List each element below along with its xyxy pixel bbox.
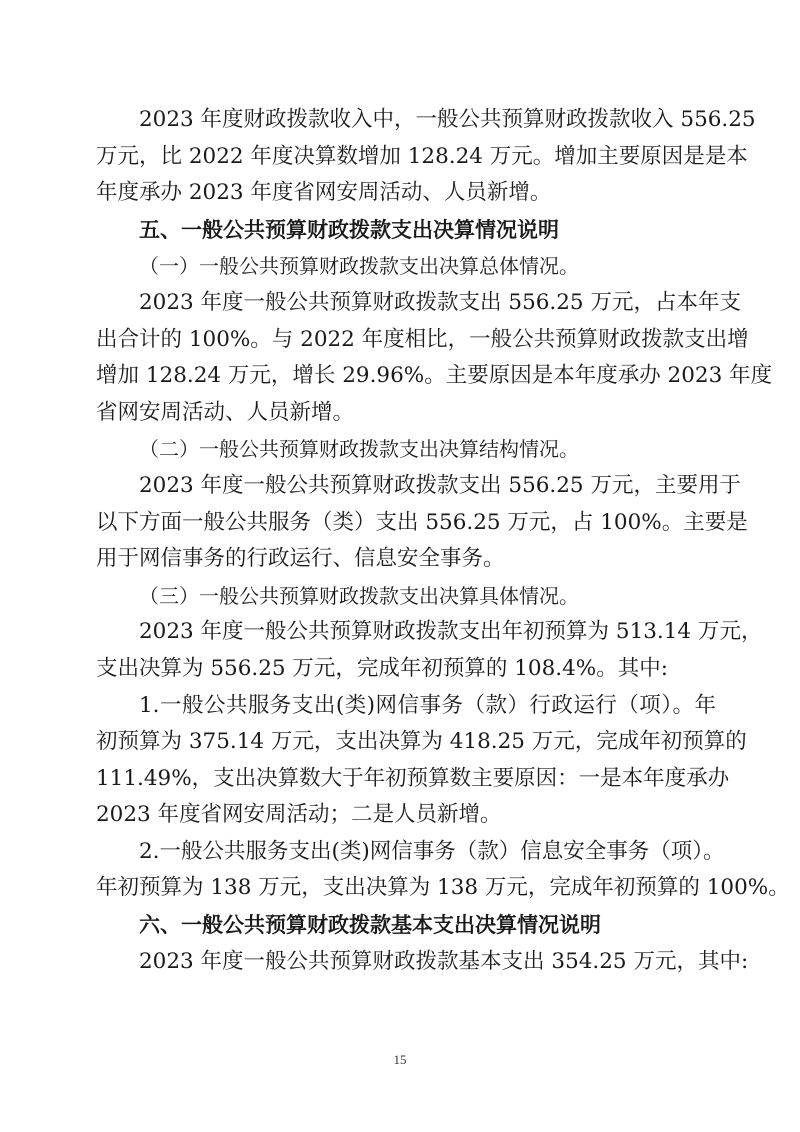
paragraph-line: 2023 年度一般公共预算财政拨款支出年初预算为 513.14 万元，: [139, 619, 763, 645]
subsection-heading: （三）一般公共预算财政拨款支出决算具体情况。: [139, 583, 579, 608]
paragraph-line: 初预算为 375.14 万元，支出决算为 418.25 万元，完成年初预算的: [96, 729, 747, 755]
paragraph-line: 支出决算为 556.25 万元，完成年初预算的 108.4%。其中:: [96, 655, 668, 681]
paragraph-line: 1.一般公共服务支出(类)网信事务（款）行政运行（项）。年: [139, 692, 716, 718]
paragraph-line: 2023 年度省网安周活动；二是人员新增。: [96, 802, 502, 828]
paragraph-line: 增加 128.24 万元，增长 29.96%。主要原因是本年度承办 2023 年度: [96, 363, 773, 389]
paragraph-line: 2.一般公共服务支出(类)网信事务（款）信息安全事务（项）。: [139, 838, 725, 864]
paragraph-line: 万元，比 2022 年度决算数增加 128.24 万元。增加主要原因是是本: [96, 143, 748, 169]
paragraph-line: 2023 年度一般公共预算财政拨款支出 556.25 万元，主要用于: [139, 472, 741, 498]
paragraph-line: 以下方面一般公共服务（类）支出 556.25 万元，占 100%。主要是: [96, 509, 748, 535]
page-number: 15: [393, 1052, 407, 1067]
section-heading: 六、一般公共预算财政拨款基本支出决算情况说明: [139, 913, 601, 938]
section-heading: 五、一般公共预算财政拨款支出决算情况说明: [139, 217, 559, 242]
paragraph-line: 年初预算为 138 万元，支出决算为 138 万元，完成年初预算的 100%。: [96, 875, 790, 901]
paragraph-line: 2023 年度一般公共预算财政拨款支出 556.25 万元，占本年支: [139, 289, 741, 315]
paragraph-line: 年度承办 2023 年度省网安周活动、人员新增。: [96, 180, 552, 206]
paragraph-line: 2023 年度一般公共预算财政拨款基本支出 354.25 万元，其中:: [139, 948, 749, 974]
paragraph-line: 111.49%，支出决算数大于年初预算数主要原因：一是本年度承办: [96, 765, 730, 791]
paragraph-line: 省网安周活动、人员新增。: [96, 399, 355, 425]
paragraph-line: 2023 年度财政拨款收入中，一般公共预算财政拨款收入 556.25: [139, 107, 756, 132]
paragraph-line: 用于网信事务的行政运行、信息安全事务。: [96, 546, 505, 572]
document-body: [96, 102, 790, 980]
subsection-heading: （二）一般公共预算财政拨款支出决算结构情况。: [139, 437, 579, 462]
subsection-heading: （一）一般公共预算财政拨款支出决算总体情况。: [139, 254, 579, 279]
paragraph-line: 出合计的 100%。与 2022 年度相比，一般公共预算财政拨款支出增: [96, 326, 749, 352]
